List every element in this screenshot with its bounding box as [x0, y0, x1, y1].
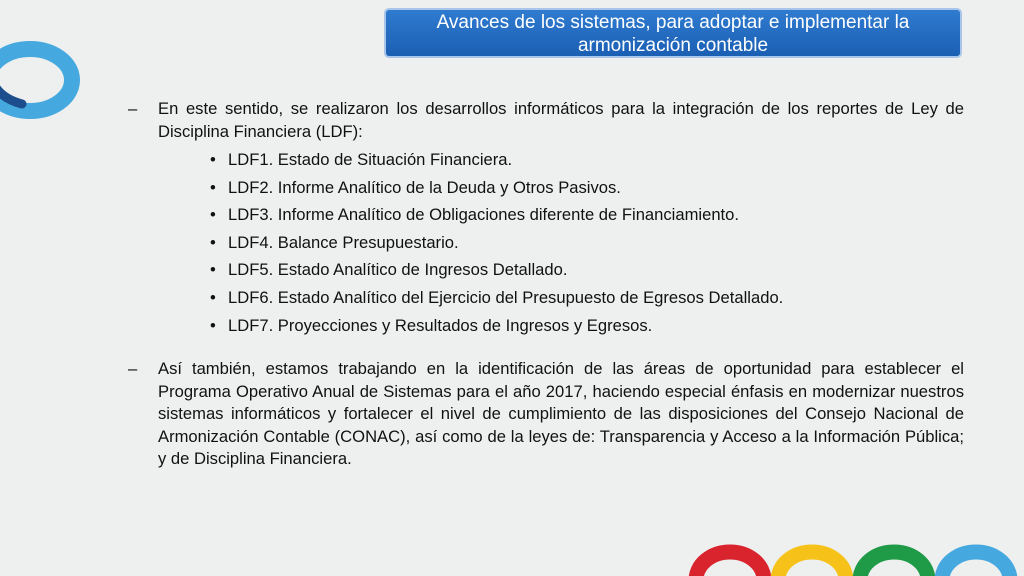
list-item: • LDF7. Proyecciones y Resultados de Ingresos y Egresos. — [210, 312, 964, 340]
slide-content — [128, 98, 964, 471]
paragraph-poa-text: Así también, estamos trabajando en la identificación de las áreas de oportunidad para establecer el Programa Operativo Anual de Sistemas para el año 2017, haciendo especial énfasis en modernizar nuestros sistemas informáticos y fortalecer el nivel de cumplimiento de las disposiciones del Consejo Nacional de Armonización Contable (CONAC), así como de la leyes de: Transparencia y Acceso a la Información Pública; y de Disciplina Financiera. — [158, 359, 964, 469]
paragraph-poa — [128, 358, 964, 471]
slide-title — [384, 8, 962, 58]
logo-rings-icon — [688, 540, 1024, 576]
paragraph-ldf-intro-text: En este sentido, se realizaron los desarrollos informáticos para la integración de los reportes de Ley de Disciplina Financiera (LDF): — [158, 99, 964, 141]
paragraph-ldf-intro — [128, 98, 964, 143]
list-item: • LDF3. Informe Analítico de Obligaciones diferente de Financiamiento. — [210, 201, 964, 229]
slide-title-line-2: armonización contable — [577, 35, 769, 56]
list-item: • LDF5. Estado Analítico de Ingresos Detallado. — [210, 256, 964, 284]
dash-marker: – — [128, 99, 138, 118]
dash-marker: – — [128, 359, 138, 379]
list-item: • LDF2. Informe Analítico de la Deuda y Otros Pasivos. — [210, 174, 964, 202]
ldf-report-list — [128, 146, 964, 339]
list-item: • LDF4. Balance Presupuestario. — [210, 229, 964, 257]
list-item: • LDF6. Estado Analítico del Ejercicio del Presupuesto de Egresos Detallado. — [210, 284, 964, 312]
list-item: • LDF1. Estado de Situación Financiera. — [210, 146, 964, 174]
logo-ring-icon — [0, 40, 82, 120]
slide-title-line-1: Avances de los sistemas, para adoptar e implementar la — [436, 12, 910, 33]
